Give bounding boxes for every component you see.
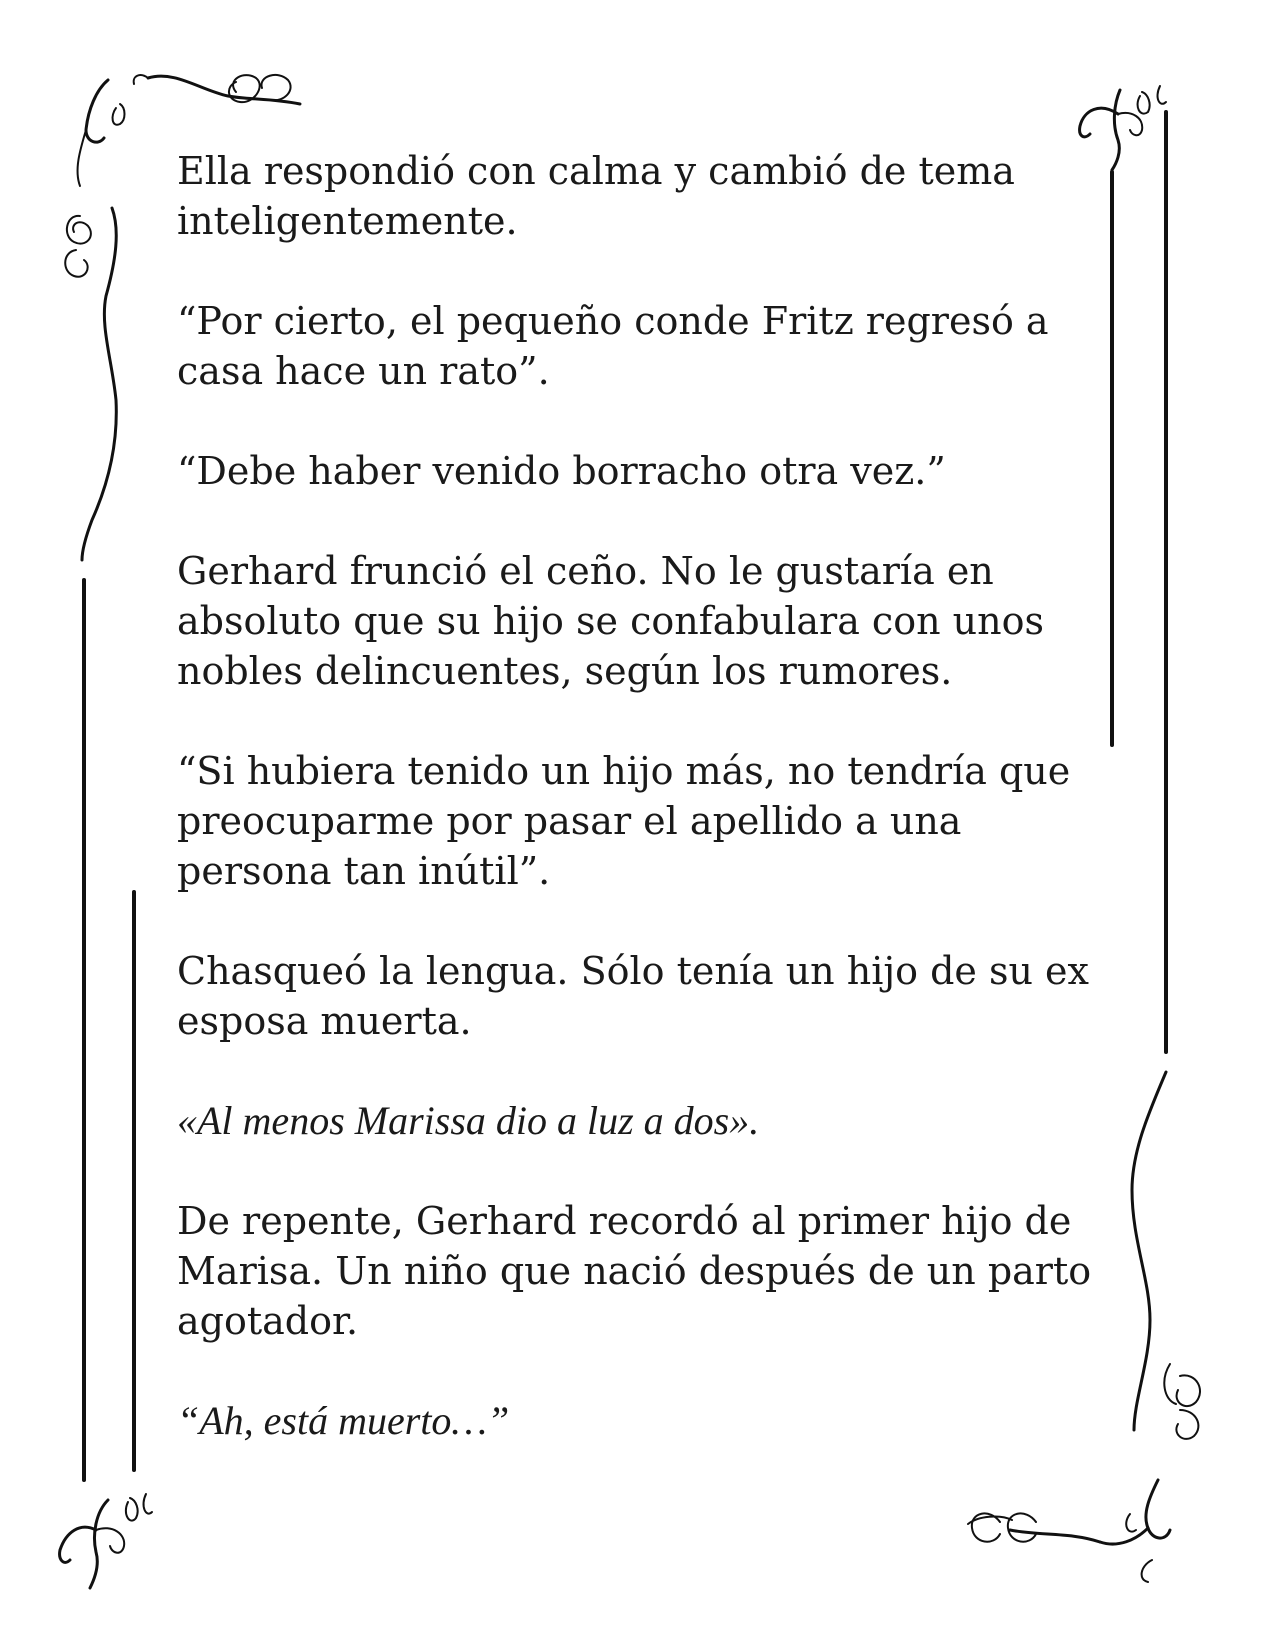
italic-thought-paragraph: «Al menos Marissa dio a luz a dos». [177,1098,760,1143]
paragraph: Ella respondió con calma y cambió de tema inteligentemente. [177,149,1015,243]
paragraph: Chasqueó la lengua. Sólo tenía un hijo de su ex esposa muerta. [177,949,1089,1043]
bottom-left-flourish-icon [60,1494,152,1588]
paragraph: “Debe haber venido borracho otra vez.” [177,449,946,493]
italic-thought-paragraph: “Ah, está muerto…” [177,1398,510,1443]
paragraph: “Si hubiera tenido un hijo más, no tendría que preocuparme por pasar el apellido a una persona tan inútil”. [177,749,1071,893]
paragraph: “Por cierto, el pequeño conde Fritz regresó a casa hace un rato”. [177,299,1049,393]
body-text [177,146,1117,1496]
paragraph: De repente, Gerhard recordó al primer hijo de Marisa. Un niño que nació después de un parto agotador. [177,1199,1092,1343]
paragraph: Gerhard frunció el ceño. No le gustaría en absoluto que su hijo se confabulara con unos nobles delincuentes, según los rumores. [177,549,1044,693]
